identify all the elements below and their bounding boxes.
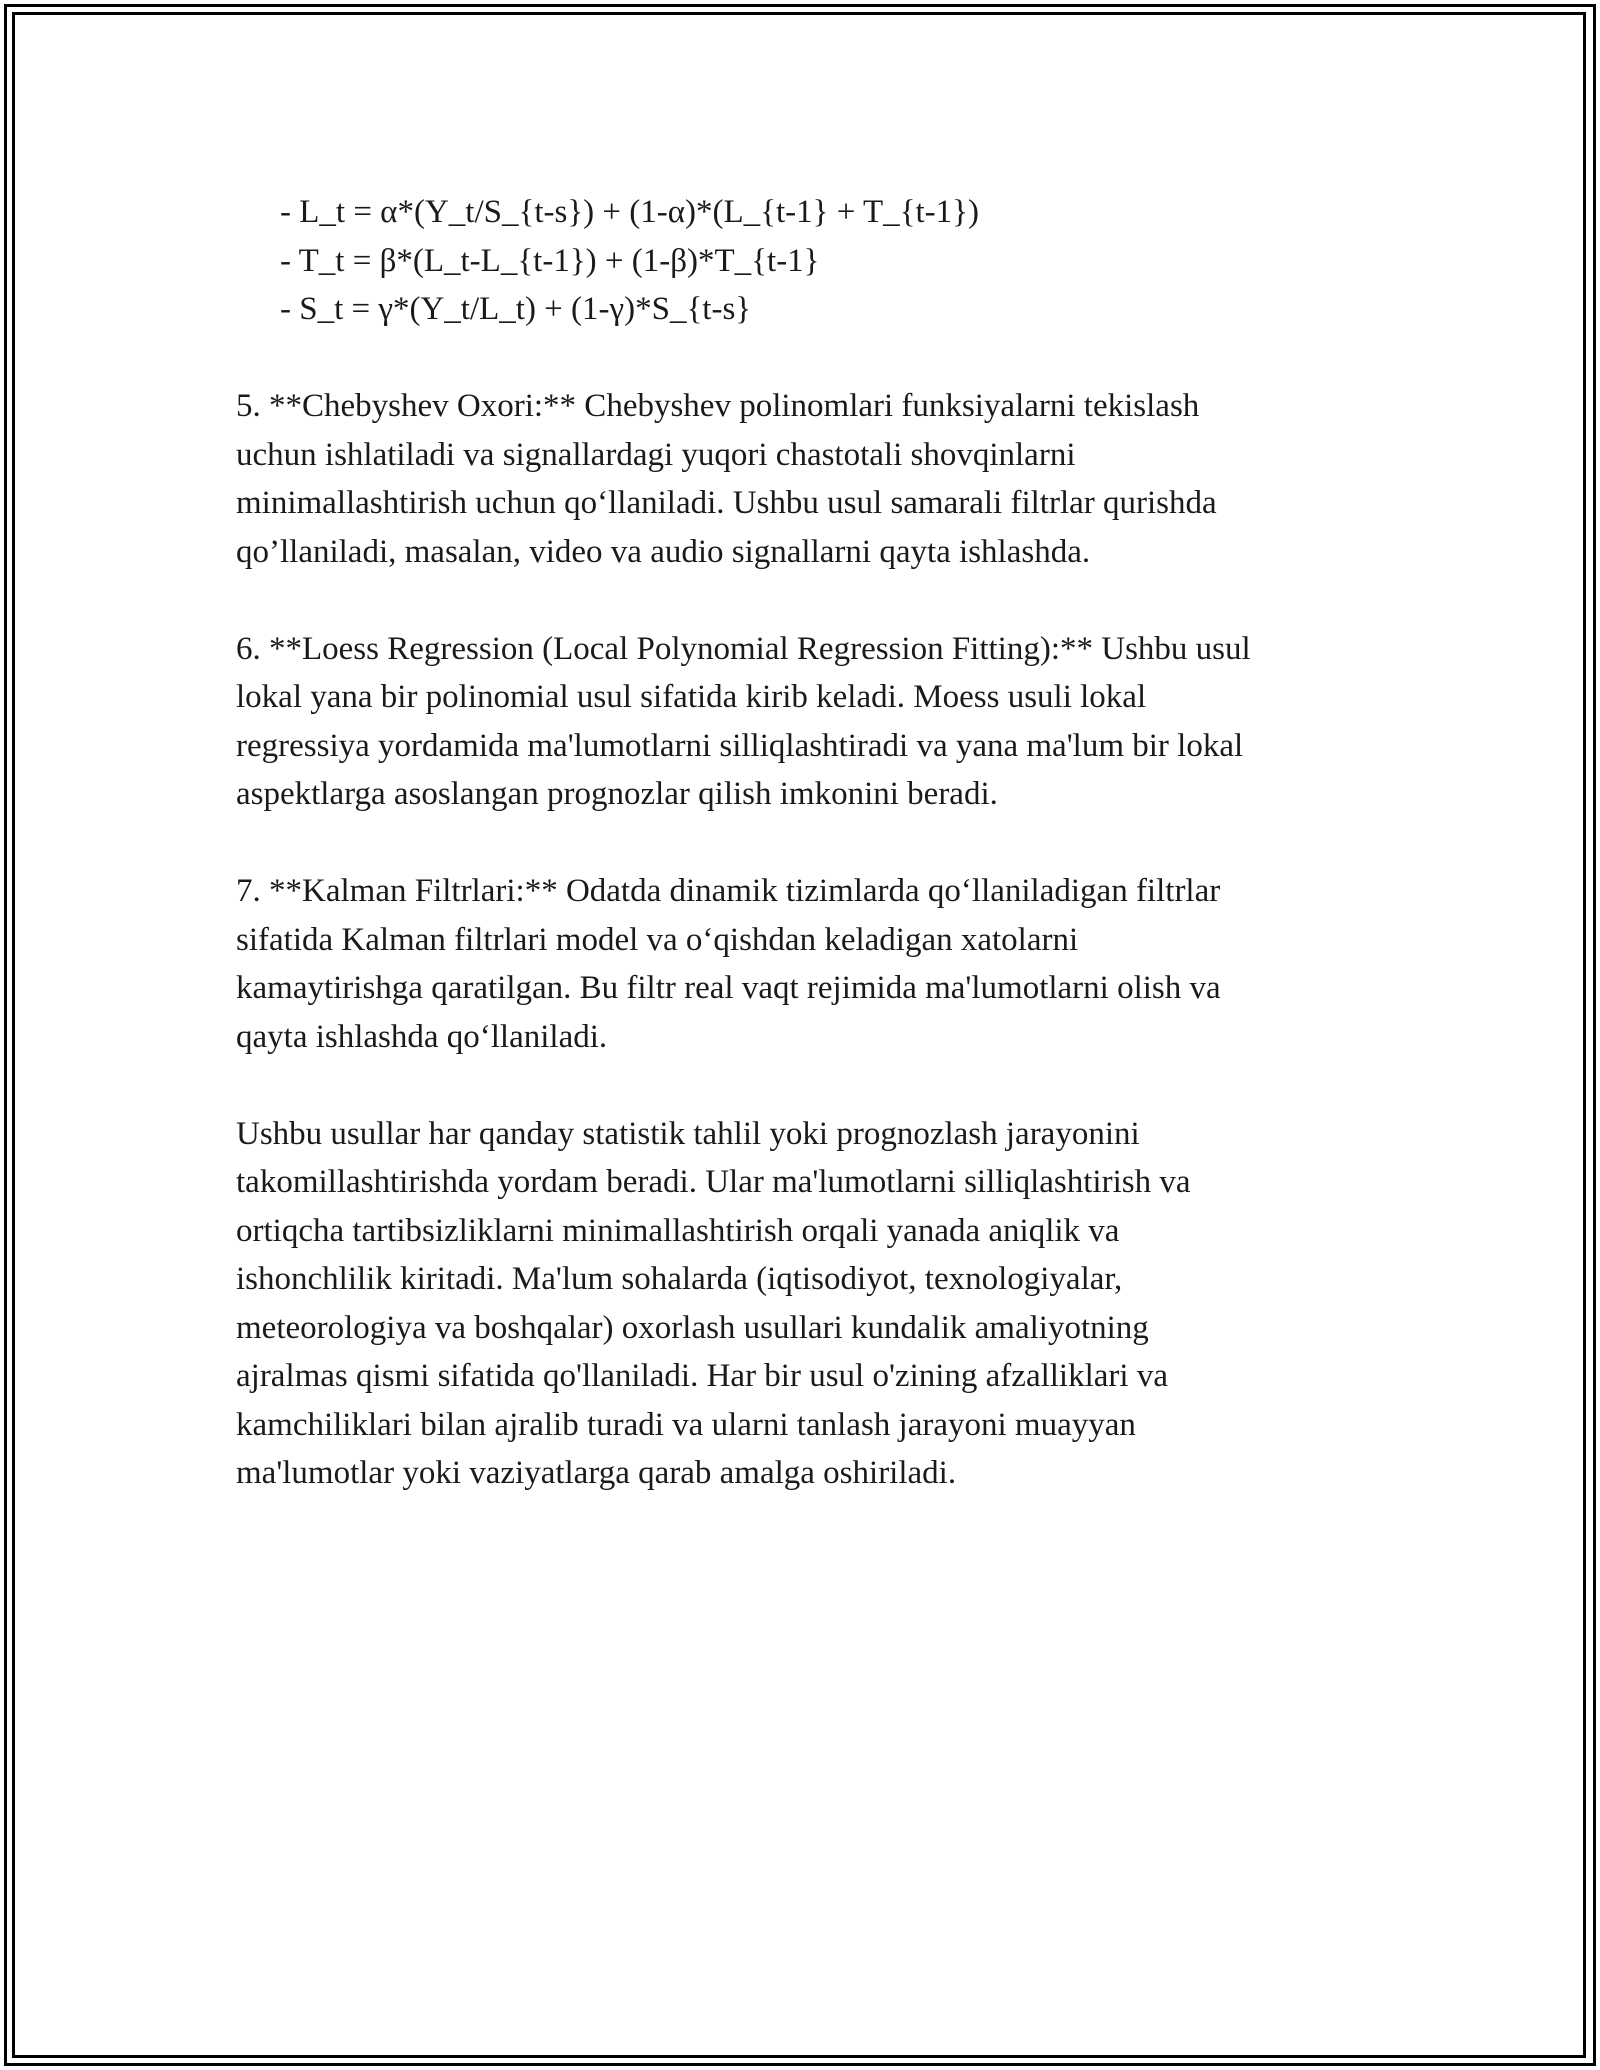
- paragraph-line: qayta ishlashda qo‘llaniladi.: [236, 1018, 608, 1055]
- paragraph-loess: [236, 625, 1416, 819]
- paragraph-line: 5. **Chebyshev Oxori:** Chebyshev polinomlari funksiyalarni tekislash: [236, 388, 1200, 424]
- paragraph-line: uchun ishlatiladi va signallardagi yuqori chastotali shovqinlarni: [236, 436, 1076, 473]
- paragraph-line: 6. **Loess Regression (Local Polynomial Regression Fitting):** Ushbu usul: [236, 630, 1251, 667]
- paragraph-line: minimallashtirish uchun qo‘llaniladi. Ushbu usul samarali filtrlar qurishda: [236, 485, 1217, 521]
- paragraph-line: Ushbu usullar har qanday statistik tahlil yoki prognozlash jarayonini: [236, 1115, 1140, 1152]
- paragraph-chebyshev: [236, 382, 1416, 576]
- paragraph-line: ortiqcha tartibsizliklarni minimallashtirish orqali yanada aniqlik va: [236, 1212, 1120, 1249]
- formula-list: [236, 188, 1416, 334]
- paragraph-line: kamchiliklari bilan ajralib turadi va ularni tanlash jarayoni muayyan: [236, 1406, 1136, 1443]
- paragraph-summary: [236, 1110, 1416, 1498]
- spacer: [236, 819, 1416, 868]
- paragraph-line: ishonchlilik kiritadi. Ma'lum sohalarda (iqtisodiyot, texnologiyalar,: [236, 1261, 1123, 1297]
- spacer: [236, 334, 1416, 383]
- paragraph-line: kamaytirishga qaratilgan. Bu filtr real vaqt rejimida ma'lumotlarni olish va: [236, 970, 1221, 1006]
- paragraph-kalman: [236, 867, 1416, 1061]
- document-body: [236, 188, 1416, 1498]
- paragraph-line: aspektlarga asoslangan prognozlar qilish imkonini beradi.: [236, 776, 998, 812]
- paragraph-line: takomillashtirishda yordam beradi. Ular ma'lumotlarni silliqlashtirish va: [236, 1164, 1191, 1200]
- formula-trend: - T_t = β*(L_t-L_{t-1}) + (1-β)*T_{t-1}: [280, 242, 820, 279]
- paragraph-line: ajralmas qismi sifatida qo'llaniladi. Har bir usul o'zining afzalliklari va: [236, 1358, 1168, 1394]
- spacer: [236, 1061, 1416, 1110]
- formula-level: - L_t = α*(Y_t/S_{t-s}) + (1-α)*(L_{t-1} + T_{t-1}): [280, 194, 979, 230]
- paragraph-line: qo’llaniladi, masalan, video va audio signallarni qayta ishlashda.: [236, 533, 1091, 570]
- paragraph-line: lokal yana bir polinomial usul sifatida kirib keladi. Moess usuli lokal: [236, 679, 1147, 715]
- paragraph-line: ma'lumotlar yoki vaziyatlarga qarab amalga oshiriladi.: [236, 1455, 957, 1491]
- paragraph-line: meteorologiya va boshqalar) oxorlash usullari kundalik amaliyotning: [236, 1309, 1149, 1346]
- paragraph-line: sifatida Kalman filtrlari model va o‘qishdan keladigan xatolarni: [236, 921, 1079, 958]
- paragraph-line: 7. **Kalman Filtrlari:** Odatda dinamik tizimlarda qo‘llaniladigan filtrlar: [236, 873, 1221, 909]
- spacer: [236, 576, 1416, 625]
- formula-season: - S_t = γ*(Y_t/L_t) + (1-γ)*S_{t-s}: [280, 291, 752, 327]
- paragraph-line: regressiya yordamida ma'lumotlarni silliqlashtiradi va yana ma'lum bir lokal: [236, 727, 1244, 764]
